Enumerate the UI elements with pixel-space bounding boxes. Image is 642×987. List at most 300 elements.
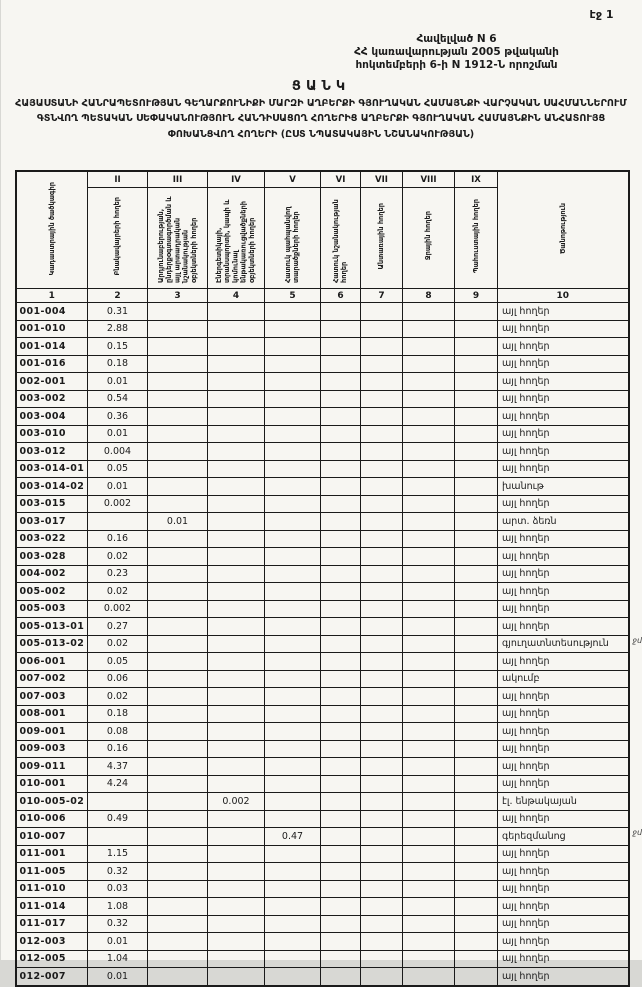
roman-numeral-vii: VII — [361, 171, 403, 188]
area-value-cell-col5 — [265, 600, 321, 618]
area-value-cell-col5 — [265, 460, 321, 478]
area-value-cell-col2: 0.01 — [88, 478, 148, 496]
area-value-cell-col4 — [208, 600, 265, 618]
table-row — [16, 548, 629, 566]
header-col-6 — [321, 188, 361, 289]
area-value-cell-col6 — [321, 513, 361, 531]
government-line: ՀՀ կառավարության 2005 թվականի — [279, 46, 635, 59]
area-value-cell-col2: 0.002 — [88, 495, 148, 513]
area-value-cell-col4 — [208, 320, 265, 338]
area-value-cell-col8 — [403, 828, 455, 846]
area-value-cell-col2: 0.01 — [88, 373, 148, 391]
area-value-cell-col9 — [455, 408, 498, 426]
area-value-cell-col8 — [403, 863, 455, 881]
area-value-cell-col3 — [148, 793, 208, 811]
note-cell: այլ հողեր — [498, 723, 629, 741]
area-value-cell-col9 — [455, 810, 498, 828]
header-col-8-label: Ջրային հողեր — [424, 211, 432, 260]
table-header — [16, 171, 629, 303]
area-value-cell-col8 — [403, 845, 455, 863]
appendix-line: Հավելված N 6 — [279, 33, 635, 46]
table-row — [16, 740, 629, 758]
area-value-cell-col7 — [361, 460, 403, 478]
area-value-cell-col2: 0.01 — [88, 968, 148, 986]
area-value-cell-col7 — [361, 863, 403, 881]
table-row — [16, 775, 629, 793]
note-cell: այլ հողեր — [498, 530, 629, 548]
cadastral-code-cell: 003-014-01 — [16, 460, 88, 478]
area-value-cell-col3 — [148, 303, 208, 321]
area-value-cell-col8 — [403, 355, 455, 373]
area-value-cell-col4 — [208, 443, 265, 461]
area-value-cell-col2: 0.23 — [88, 565, 148, 583]
area-value-cell-col7 — [361, 355, 403, 373]
area-value-cell-col8 — [403, 968, 455, 986]
area-value-cell-col3 — [148, 898, 208, 916]
area-value-cell-col4 — [208, 373, 265, 391]
area-value-cell-col4 — [208, 723, 265, 741]
area-value-cell-col5 — [265, 320, 321, 338]
area-value-cell-col5: 0.47 — [265, 828, 321, 846]
cadastral-code-cell: 011-005 — [16, 863, 88, 881]
area-value-cell-col4 — [208, 740, 265, 758]
area-value-cell-col8 — [403, 810, 455, 828]
area-value-cell-col4: 0.002 — [208, 793, 265, 811]
area-value-cell-col6 — [321, 390, 361, 408]
area-value-cell-col2: 0.01 — [88, 933, 148, 951]
note-cell: այլ հողեր — [498, 705, 629, 723]
area-value-cell-col3 — [148, 670, 208, 688]
area-value-cell-col7 — [361, 338, 403, 356]
area-value-cell-col6 — [321, 635, 361, 653]
area-value-cell-col5 — [265, 810, 321, 828]
area-value-cell-col3 — [148, 880, 208, 898]
area-value-cell-col5 — [265, 390, 321, 408]
area-value-cell-col8 — [403, 793, 455, 811]
table-row — [16, 670, 629, 688]
area-value-cell-col7 — [361, 933, 403, 951]
area-value-cell-col9 — [455, 303, 498, 321]
area-value-cell-col9 — [455, 705, 498, 723]
table-row — [16, 338, 629, 356]
area-value-cell-col2: 4.37 — [88, 758, 148, 776]
area-value-cell-col5 — [265, 775, 321, 793]
area-value-cell-col3 — [148, 845, 208, 863]
area-value-cell-col9 — [455, 723, 498, 741]
area-value-cell-col6 — [321, 600, 361, 618]
area-value-cell-col9 — [455, 775, 498, 793]
area-value-cell-col6 — [321, 408, 361, 426]
table-row — [16, 758, 629, 776]
area-value-cell-col2 — [88, 793, 148, 811]
area-value-cell-col3 — [148, 355, 208, 373]
area-value-cell-col8 — [403, 723, 455, 741]
area-value-cell-col6 — [321, 723, 361, 741]
area-value-cell-col9 — [455, 443, 498, 461]
cadastral-code-cell: 003-022 — [16, 530, 88, 548]
area-value-cell-col3 — [148, 443, 208, 461]
area-value-cell-col6 — [321, 845, 361, 863]
area-value-cell-col3 — [148, 775, 208, 793]
area-value-cell-col6 — [321, 863, 361, 881]
area-value-cell-col4 — [208, 390, 265, 408]
area-value-cell-col4 — [208, 355, 265, 373]
area-value-cell-col2 — [88, 513, 148, 531]
note-cell: այլ հողեր — [498, 565, 629, 583]
area-value-cell-col7 — [361, 845, 403, 863]
area-value-cell-col6 — [321, 565, 361, 583]
area-value-cell-col9 — [455, 688, 498, 706]
cadastral-code-cell: 003-004 — [16, 408, 88, 426]
area-value-cell-col7 — [361, 898, 403, 916]
area-value-cell-col2: 0.32 — [88, 915, 148, 933]
area-value-cell-col5 — [265, 880, 321, 898]
note-cell: այլ հողեր — [498, 583, 629, 601]
area-value-cell-col7 — [361, 320, 403, 338]
area-value-cell-col8 — [403, 705, 455, 723]
table-row — [16, 600, 629, 618]
table-row — [16, 460, 629, 478]
area-value-cell-col4 — [208, 530, 265, 548]
column-number-1: 1 — [16, 289, 88, 303]
roman-numeral-vi: VI — [321, 171, 361, 188]
column-number-row — [16, 289, 629, 303]
area-value-cell-col4 — [208, 705, 265, 723]
note-cell: արտ. ձեռն — [498, 513, 629, 531]
area-value-cell-col2: 4.24 — [88, 775, 148, 793]
column-number-9: 9 — [455, 289, 498, 303]
header-col-3 — [148, 188, 208, 289]
area-value-cell-col4 — [208, 810, 265, 828]
note-cell: այլ հողեր — [498, 408, 629, 426]
area-value-cell-col9 — [455, 915, 498, 933]
area-value-cell-col2: 0.06 — [88, 670, 148, 688]
area-value-cell-col9 — [455, 320, 498, 338]
area-value-cell-col7 — [361, 740, 403, 758]
table-row — [16, 845, 629, 863]
area-value-cell-col9 — [455, 425, 498, 443]
area-value-cell-col5 — [265, 618, 321, 636]
area-value-cell-col9 — [455, 495, 498, 513]
note-cell: այլ հողեր — [498, 898, 629, 916]
area-value-cell-col9 — [455, 373, 498, 391]
table-row — [16, 880, 629, 898]
table-row — [16, 705, 629, 723]
area-value-cell-col9 — [455, 478, 498, 496]
header-col-2 — [88, 188, 148, 289]
area-value-cell-col5 — [265, 705, 321, 723]
area-value-cell-col4 — [208, 933, 265, 951]
area-value-cell-col6 — [321, 933, 361, 951]
table-row — [16, 495, 629, 513]
area-value-cell-col3 — [148, 425, 208, 443]
table-row — [16, 583, 629, 601]
roman-numeral-v: V — [265, 171, 321, 188]
area-value-cell-col6 — [321, 775, 361, 793]
area-value-cell-col7 — [361, 635, 403, 653]
cadastral-code-cell: 012-007 — [16, 968, 88, 986]
note-cell: այլ հողեր — [498, 425, 629, 443]
area-value-cell-col3 — [148, 758, 208, 776]
area-value-cell-col8 — [403, 600, 455, 618]
area-value-cell-col3 — [148, 950, 208, 968]
area-value-cell-col6 — [321, 583, 361, 601]
area-value-cell-col8 — [403, 583, 455, 601]
note-cell: այլ հողեր — [498, 548, 629, 566]
cadastral-code-cell: 007-002 — [16, 670, 88, 688]
area-value-cell-col3 — [148, 705, 208, 723]
area-value-cell-col7 — [361, 548, 403, 566]
area-value-cell-col4 — [208, 425, 265, 443]
area-value-cell-col9 — [455, 863, 498, 881]
area-value-cell-col9 — [455, 355, 498, 373]
area-value-cell-col8 — [403, 950, 455, 968]
cadastral-code-label: Կադաստրային ծածկագիր — [48, 182, 56, 276]
area-value-cell-col8 — [403, 408, 455, 426]
note-cell: այլ հողեր — [498, 968, 629, 986]
area-value-cell-col2: 1.08 — [88, 898, 148, 916]
area-value-cell-col8 — [403, 933, 455, 951]
area-value-cell-col6 — [321, 355, 361, 373]
area-value-cell-col3 — [148, 548, 208, 566]
cadastral-code-cell: 003-002 — [16, 390, 88, 408]
area-value-cell-col7 — [361, 793, 403, 811]
table-row — [16, 390, 629, 408]
area-value-cell-col7 — [361, 915, 403, 933]
table-row — [16, 933, 629, 951]
roman-numeral-ix: IX — [455, 171, 498, 188]
cadastral-code-cell: 012-005 — [16, 950, 88, 968]
table-row — [16, 810, 629, 828]
note-cell: խանութ — [498, 478, 629, 496]
area-value-cell-col6 — [321, 670, 361, 688]
area-value-cell-col7 — [361, 408, 403, 426]
table-row — [16, 898, 629, 916]
area-value-cell-col7 — [361, 513, 403, 531]
note-cell: գյուղատնտեսություն ջմ — [498, 635, 629, 653]
land-parcel-table — [15, 170, 630, 987]
handwritten-margin-mark: ջմ — [633, 829, 642, 837]
area-value-cell-col8 — [403, 478, 455, 496]
area-value-cell-col5 — [265, 635, 321, 653]
cadastral-code-cell: 001-010 — [16, 320, 88, 338]
area-value-cell-col6 — [321, 810, 361, 828]
area-value-cell-col4 — [208, 513, 265, 531]
column-number-3: 3 — [148, 289, 208, 303]
area-value-cell-col7 — [361, 530, 403, 548]
area-value-cell-col9 — [455, 968, 498, 986]
area-value-cell-col5 — [265, 863, 321, 881]
area-value-cell-col2: 0.02 — [88, 635, 148, 653]
note-cell: էլ. ենթակայան — [498, 793, 629, 811]
area-value-cell-col5 — [265, 933, 321, 951]
column-number-4: 4 — [208, 289, 265, 303]
area-value-cell-col9 — [455, 845, 498, 863]
area-value-cell-col5 — [265, 688, 321, 706]
note-cell: այլ հողեր — [498, 915, 629, 933]
area-value-cell-col9 — [455, 513, 498, 531]
cadastral-code-cell: 005-003 — [16, 600, 88, 618]
note-cell: այլ հողեր — [498, 460, 629, 478]
area-value-cell-col6 — [321, 495, 361, 513]
area-value-cell-col6 — [321, 425, 361, 443]
area-value-cell-col4 — [208, 915, 265, 933]
note-cell: այլ հողեր — [498, 495, 629, 513]
area-value-cell-col7 — [361, 303, 403, 321]
area-value-cell-col6 — [321, 460, 361, 478]
area-value-cell-col3 — [148, 740, 208, 758]
area-value-cell-col2: 0.16 — [88, 530, 148, 548]
decision-line: հոկտեմբերի 6-ի N 1912-Ն որոշման — [279, 59, 635, 72]
area-value-cell-col3 — [148, 530, 208, 548]
area-value-cell-col5 — [265, 793, 321, 811]
area-value-cell-col7 — [361, 495, 403, 513]
area-value-cell-col9 — [455, 390, 498, 408]
area-value-cell-col3 — [148, 863, 208, 881]
area-value-cell-col5 — [265, 303, 321, 321]
area-value-cell-col7 — [361, 390, 403, 408]
area-value-cell-col5 — [265, 968, 321, 986]
area-value-cell-col6 — [321, 688, 361, 706]
area-value-cell-col6 — [321, 653, 361, 671]
area-value-cell-col2: 0.02 — [88, 688, 148, 706]
area-value-cell-col8 — [403, 565, 455, 583]
cadastral-code-cell: 007-003 — [16, 688, 88, 706]
area-value-cell-col6 — [321, 740, 361, 758]
roman-numeral-iii: III — [148, 171, 208, 188]
cadastral-code-cell: 010-001 — [16, 775, 88, 793]
table-row — [16, 478, 629, 496]
area-value-cell-col9 — [455, 933, 498, 951]
note-cell: այլ հողեր — [498, 303, 629, 321]
area-value-cell-col2: 0.02 — [88, 583, 148, 601]
area-value-cell-col6 — [321, 758, 361, 776]
area-value-cell-col7 — [361, 443, 403, 461]
area-value-cell-col4 — [208, 898, 265, 916]
area-value-cell-col5 — [265, 478, 321, 496]
area-value-cell-col9 — [455, 618, 498, 636]
area-value-cell-col9 — [455, 670, 498, 688]
area-value-cell-col7 — [361, 705, 403, 723]
area-value-cell-col5 — [265, 408, 321, 426]
area-value-cell-col3 — [148, 810, 208, 828]
area-value-cell-col2: 0.002 — [88, 600, 148, 618]
area-value-cell-col5 — [265, 565, 321, 583]
cadastral-code-cell: 001-004 — [16, 303, 88, 321]
roman-numeral-viii: VIII — [403, 171, 455, 188]
area-value-cell-col5 — [265, 653, 321, 671]
header-note — [498, 171, 629, 289]
scanned-document-page — [1, 0, 642, 960]
header-col-3-label: Արդյունաբերության, ընդերքօգտագործման և այլ արտադրական նշանակության օբյեկտների հողեր — [157, 189, 198, 283]
table-row — [16, 863, 629, 881]
area-value-cell-col8 — [403, 740, 455, 758]
cadastral-code-cell: 003-015 — [16, 495, 88, 513]
note-cell: այլ հողեր — [498, 338, 629, 356]
area-value-cell-col6 — [321, 320, 361, 338]
area-value-cell-col5 — [265, 845, 321, 863]
table-row — [16, 618, 629, 636]
area-value-cell-col8 — [403, 880, 455, 898]
area-value-cell-col3 — [148, 338, 208, 356]
cadastral-code-cell: 005-013-02 — [16, 635, 88, 653]
table-row — [16, 828, 629, 846]
cadastral-code-cell: 009-011 — [16, 758, 88, 776]
cadastral-code-cell: 011-014 — [16, 898, 88, 916]
area-value-cell-col4 — [208, 618, 265, 636]
header-col-8 — [403, 188, 455, 289]
area-value-cell-col4 — [208, 495, 265, 513]
table-row — [16, 425, 629, 443]
cadastral-code-cell: 003-012 — [16, 443, 88, 461]
cadastral-code-cell: 009-003 — [16, 740, 88, 758]
area-value-cell-col3 — [148, 968, 208, 986]
area-value-cell-col6 — [321, 373, 361, 391]
area-value-cell-col8 — [403, 460, 455, 478]
table-row — [16, 355, 629, 373]
area-value-cell-col9 — [455, 828, 498, 846]
column-number-8: 8 — [403, 289, 455, 303]
cadastral-code-cell: 011-010 — [16, 880, 88, 898]
header-col-4 — [208, 188, 265, 289]
area-value-cell-col2: 2.88 — [88, 320, 148, 338]
header-col-9 — [455, 188, 498, 289]
area-value-cell-col7 — [361, 688, 403, 706]
table-row — [16, 950, 629, 968]
area-value-cell-col8 — [403, 495, 455, 513]
area-value-cell-col7 — [361, 425, 403, 443]
area-value-cell-col7 — [361, 968, 403, 986]
note-cell: այլ հողեր — [498, 950, 629, 968]
area-value-cell-col4 — [208, 583, 265, 601]
roman-numeral-iv: IV — [208, 171, 265, 188]
area-value-cell-col4 — [208, 688, 265, 706]
cadastral-code-cell: 002-001 — [16, 373, 88, 391]
area-value-cell-col6 — [321, 548, 361, 566]
area-value-cell-col4 — [208, 548, 265, 566]
area-value-cell-col7 — [361, 670, 403, 688]
area-value-cell-col2: 1.04 — [88, 950, 148, 968]
area-value-cell-col2: 0.02 — [88, 548, 148, 566]
area-value-cell-col4 — [208, 478, 265, 496]
area-value-cell-col4 — [208, 408, 265, 426]
area-value-cell-col2: 0.05 — [88, 460, 148, 478]
area-value-cell-col2: 0.16 — [88, 740, 148, 758]
cadastral-code-cell: 004-002 — [16, 565, 88, 583]
area-value-cell-col8 — [403, 443, 455, 461]
header-cadastral-code — [16, 171, 88, 289]
area-value-cell-col5 — [265, 548, 321, 566]
area-value-cell-col3 — [148, 565, 208, 583]
note-cell: այլ հողեր — [498, 618, 629, 636]
table-row — [16, 793, 629, 811]
area-value-cell-col4 — [208, 845, 265, 863]
area-value-cell-col6 — [321, 530, 361, 548]
area-value-cell-col4 — [208, 670, 265, 688]
area-value-cell-col2: 0.54 — [88, 390, 148, 408]
handwritten-margin-mark: ջմ — [633, 637, 642, 645]
area-value-cell-col6 — [321, 968, 361, 986]
area-value-cell-col9 — [455, 565, 498, 583]
area-value-cell-col8 — [403, 320, 455, 338]
area-value-cell-col4 — [208, 565, 265, 583]
area-value-cell-col4 — [208, 950, 265, 968]
table-row — [16, 653, 629, 671]
table-row — [16, 915, 629, 933]
area-value-cell-col2: 0.49 — [88, 810, 148, 828]
area-value-cell-col3 — [148, 723, 208, 741]
area-value-cell-col6 — [321, 915, 361, 933]
